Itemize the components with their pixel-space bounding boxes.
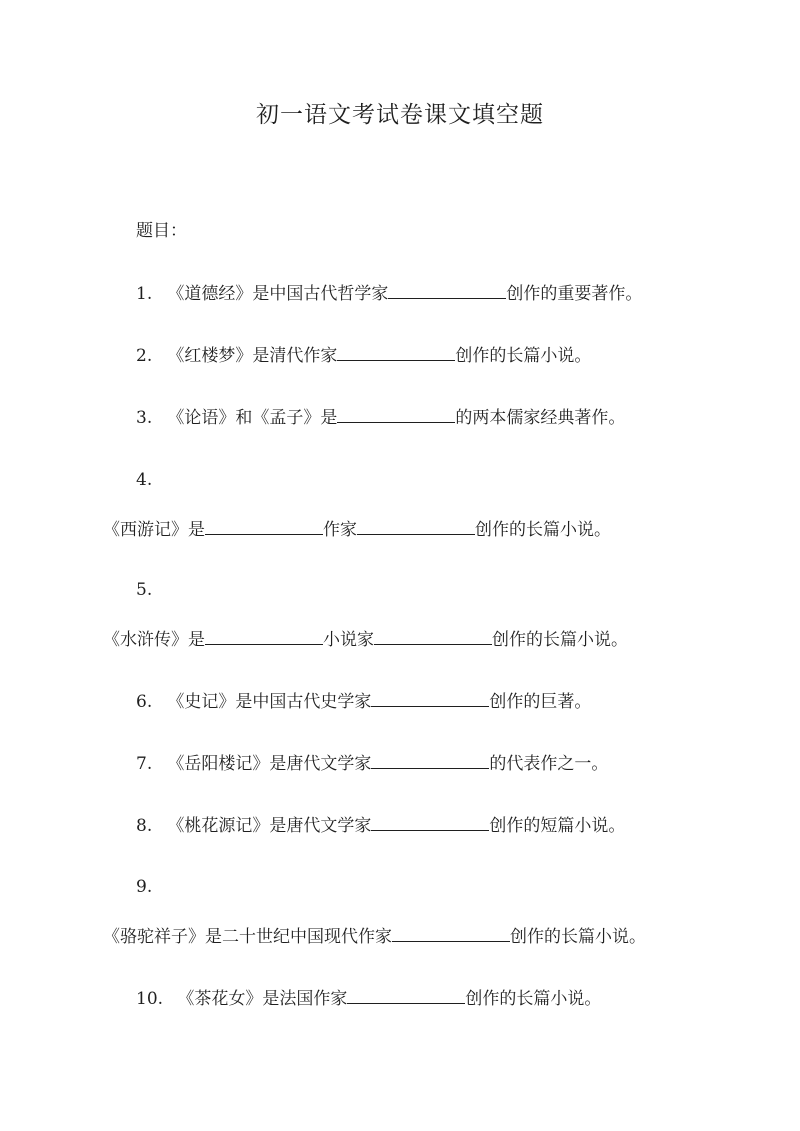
- question-text: 《岳阳楼记》是唐代文学家: [167, 754, 372, 774]
- question-10: [136, 986, 601, 1011]
- answer-blank[interactable]: [347, 986, 465, 1004]
- question-text: 创作的长篇小说。: [475, 520, 611, 540]
- document-title: 初一语文考试卷课文填空题: [256, 102, 544, 128]
- question-text: 作家: [323, 520, 357, 540]
- question-text: 创作的重要著作。: [506, 284, 643, 304]
- question-number: 3.: [136, 408, 153, 428]
- question-text: 创作的巨著。: [489, 692, 592, 712]
- answer-blank[interactable]: [374, 627, 492, 645]
- question-text: 的两本儒家经典著作。: [455, 408, 626, 428]
- question-text: 创作的长篇小说。: [492, 630, 628, 650]
- answer-blank[interactable]: [337, 405, 455, 423]
- question-9-number: 9.: [136, 877, 153, 897]
- question-text: 《史记》是中国古代史学家: [167, 692, 372, 712]
- answer-blank[interactable]: [371, 689, 489, 707]
- question-number: 6.: [136, 692, 153, 712]
- question-text: 《骆驼祥子》是二十世纪中国现代作家: [103, 927, 392, 947]
- question-text: 创作的长篇小说。: [510, 927, 646, 947]
- answer-blank[interactable]: [392, 924, 510, 942]
- question-4-number: 4.: [136, 470, 153, 490]
- question-7: [136, 751, 608, 776]
- question-5: [103, 627, 628, 652]
- answer-blank[interactable]: [357, 517, 475, 535]
- answer-blank[interactable]: [371, 751, 489, 769]
- question-3: [136, 405, 625, 430]
- question-text: 《红楼梦》是清代作家: [167, 346, 338, 366]
- question-text: 创作的长篇小说。: [465, 989, 602, 1009]
- question-number: 8.: [136, 816, 153, 836]
- question-4: [103, 517, 611, 542]
- question-text: 《道德经》是中国古代哲学家: [167, 284, 389, 304]
- question-5-number: 5.: [136, 580, 153, 600]
- question-6: [136, 689, 591, 714]
- question-text: 《论语》和《孟子》是: [167, 408, 338, 428]
- question-text: 小说家: [323, 630, 374, 650]
- question-number: 1.: [136, 284, 153, 304]
- question-8: [136, 813, 625, 838]
- question-text: 创作的长篇小说。: [455, 346, 592, 366]
- question-text: 《水浒传》是: [103, 630, 205, 650]
- question-text: 《西游记》是: [103, 520, 205, 540]
- answer-blank[interactable]: [388, 281, 506, 299]
- answer-blank[interactable]: [205, 627, 323, 645]
- question-text: 创作的短篇小说。: [489, 816, 626, 836]
- question-text: 的代表作之一。: [489, 754, 609, 774]
- answer-blank[interactable]: [337, 343, 455, 361]
- question-2: [136, 343, 591, 368]
- question-9: [103, 924, 646, 949]
- question-text: 《桃花源记》是唐代文学家: [167, 816, 372, 836]
- question-1: [136, 281, 642, 306]
- answer-blank[interactable]: [205, 517, 323, 535]
- question-number: 2.: [136, 346, 153, 366]
- section-label: 题目：: [136, 221, 187, 241]
- question-text: 《茶花女》是法国作家: [177, 989, 348, 1009]
- answer-blank[interactable]: [371, 813, 489, 831]
- question-number: 7.: [136, 754, 153, 774]
- question-number: 10.: [136, 989, 164, 1009]
